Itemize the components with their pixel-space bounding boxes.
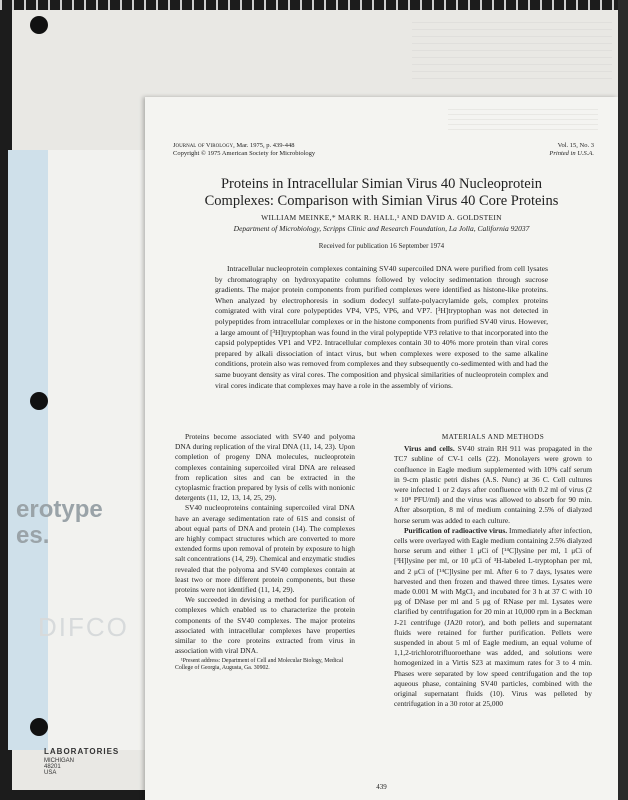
- leaflet-partial-heading: [16, 497, 103, 549]
- journal-page: [145, 97, 618, 800]
- difco-logo-text: DIFCO: [38, 612, 129, 642]
- methods-paragraph-1: [394, 444, 592, 526]
- methods-text-2: Immediately after infection, cells were overlayed with Eagle medium containing 2.5% dialyzed horse serum and either 1 μCi of [¹⁴C]lysine per ml, 1 μCi of [³H]lysine per ml, or 10 μCi of ³H-labeled L-tryptophan per ml, and 2 μCi of [¹⁴C]lysine per ml. After 6 to 7 days, lysates were harvested and then frozen and thawed three times. Lysates were made 0.001 M with MgCl₂ and incubated for 3 h at 37 C with 10 μg of DNase per ml and 5 μg of RNase per ml. Lysates were clarified by centrifugation for 20 min at 10,000 rpm in a Beckman J-21 centrifuge (JA20 rotor), and both pellets and supernatant fluids were retained for further purification. Pellets were suspended in about 5 ml of Eagle medium, an equal volume of 1,1,2-trichlorotrifluoroethane was added, and solutions were homogenized in a Virtis S23 at maximum rates for 3 to 4 min. Phases were separated by low speed centrifugation and the top aqueous phase, containing SV40 particles, combined with the original supernatant fluids (10). Virus was pelleted by centrifugation in a 30 rotor at 25,000: [394, 525, 592, 709]
- affiliation: Department of Microbiology, Scripps Clinic and Research Foundation, La Jolla, California 92037: [233, 224, 530, 233]
- runin-heading-purification: Purification of radioactive virus.: [404, 525, 508, 535]
- printed-in: Printed in U.S.A.: [549, 150, 594, 157]
- punch-hole-bottom: [30, 718, 48, 736]
- section-heading: MATERIALS AND METHODS: [441, 433, 545, 441]
- author-list: WILLIAM MEINKE,* MARK R. HALL,¹ AND DAVID A. GOLDSTEIN: [261, 213, 502, 222]
- runin-heading-virus-cells: Virus and cells.: [404, 444, 455, 454]
- punch-hole-middle: [30, 392, 48, 410]
- methods-text-1: SV40 strain RH 911 was propagated in the TC7 subline of CV-1 cells (22). Monolayers were grown to confluence in Eagle medium supplemented with 10% calf serum in 9-cm plastic petri dishes (A.S. Nunc) at 36 C. Cell cultures were infected 1 or 2 days after confluence with 0.2 ml of virus (2 × 10⁸ PFU/ml) and the virus was allowed to absorb for 90 min. After absorption, 8 ml of medium containing 2.5% of dialyzed horse serum was added to each culture.: [394, 444, 592, 525]
- footnote: ¹Present address: Department of Cell and Molecular Biology, Medical College of Georgia, Augusta, Ga. 30902.: [175, 658, 344, 672]
- scanner-edge: [618, 0, 628, 800]
- scanner-ruler: [0, 0, 628, 10]
- intro-paragraph-3: We succeeded in devising a method for purification of complexes which enabled us to characterize the protein components of the SV40 complexes. The major proteins associated with intracellular complexes have properties similar to the core proteins extracted from virus in association with viral DNA.: [175, 595, 355, 656]
- title-line-1: Proteins in Intracellular Simian Virus 40 Nucleoprotein: [220, 176, 543, 192]
- right-column: [394, 432, 592, 709]
- punch-hole-top: [30, 16, 48, 34]
- volume-number: Vol. 15, No. 3: [557, 142, 594, 149]
- copyright-line: Copyright © 1975 American Society for Microbiology: [173, 150, 316, 157]
- bleed-through: [448, 109, 598, 131]
- journal-name: Journal of Virology,: [173, 142, 235, 149]
- title-line-2: Complexes: Comparison with Simian Virus 40 Core Proteins: [204, 193, 559, 209]
- leaflet-address: MICHIGAN 48201 USA: [44, 758, 74, 776]
- issue-info: Mar. 1975, p. 439-448: [236, 142, 295, 149]
- left-column: [175, 432, 355, 656]
- article-title: [165, 176, 598, 210]
- journal-citation: [173, 142, 315, 158]
- intro-paragraph-1: Proteins become associated with SV40 and polyoma DNA during replication of the viral DNA (11, 14, 23). Upon completion of progeny DNA molecules, nucleoprotein complexes containing supercoiled viral DNA are released from replication sites and can be extracted in the cytoplasmic fraction prepared by lysis of cells with nonionic detergents (11, 12, 13, 14, 25, 29).: [175, 432, 355, 503]
- abstract: Intracellular nucleoprotein complexes containing SV40 supercoiled DNA were purified from cell lysates by chromatography on hydroxyapatite columns followed by velocity sedimentation through sucrose gradients. The major protein components from purified complexes were identified as histone-like proteins. When analyzed by electrophoresis in sodium dodecyl sulfate-polyacrylamide gels, complex proteins comigrated with viral core polypeptides VP4, VP5, VP6, and VP7. [³H]tryptophan was not detected in polypeptides from intracellular complexes or in the histone components from purified SV40 virus. However, a large amount of [³H]tryptophan was found in the viral polypeptide VP3 relative to that incorporated into the capsid polypeptides VP1 and VP2. Intracellular complexes contain 30 to 40% more protein than viral cores prepared by alkali dissociation of intact virus, but when complexes were exposed to the same alkaline conditions, protein also was removed from complexes and they subsequently co-sedimented with and had the same buoyant density as viral cores. The composition and physical similarities of nucleoprotein complex and viral cores indicate that complexes may have a role in the assembly of virions.: [215, 264, 548, 390]
- leaflet-heading-line2: es.: [16, 522, 50, 549]
- bleed-through-text: [412, 22, 612, 82]
- intro-paragraph-2: SV40 nucleoproteins containing supercoiled viral DNA have an average sedimentation rate of 61S and consist of about equal parts of DNA and protein (14). The complexes are highly compact structures which are converted to more extended forms upon removal of protein by exposure to high salt concentrations (14, 29). Chemical and enzymatic studies revealed that the polyoma and SV40 complexes contain at least two or more different protein components, but these proteins were not identified (11, 14, 29).: [175, 503, 355, 595]
- methods-paragraph-2: [394, 526, 592, 710]
- page-number: 439: [376, 783, 387, 791]
- volume-info: [549, 142, 594, 158]
- leaflet-labs: LABORATORIES: [44, 747, 120, 756]
- leaflet-heading-line1: erotype: [16, 496, 103, 523]
- underlying-leaflet: [8, 150, 168, 750]
- received-date: Received for publication 16 September 1974: [318, 242, 445, 250]
- leaflet-color-strip: [8, 150, 48, 750]
